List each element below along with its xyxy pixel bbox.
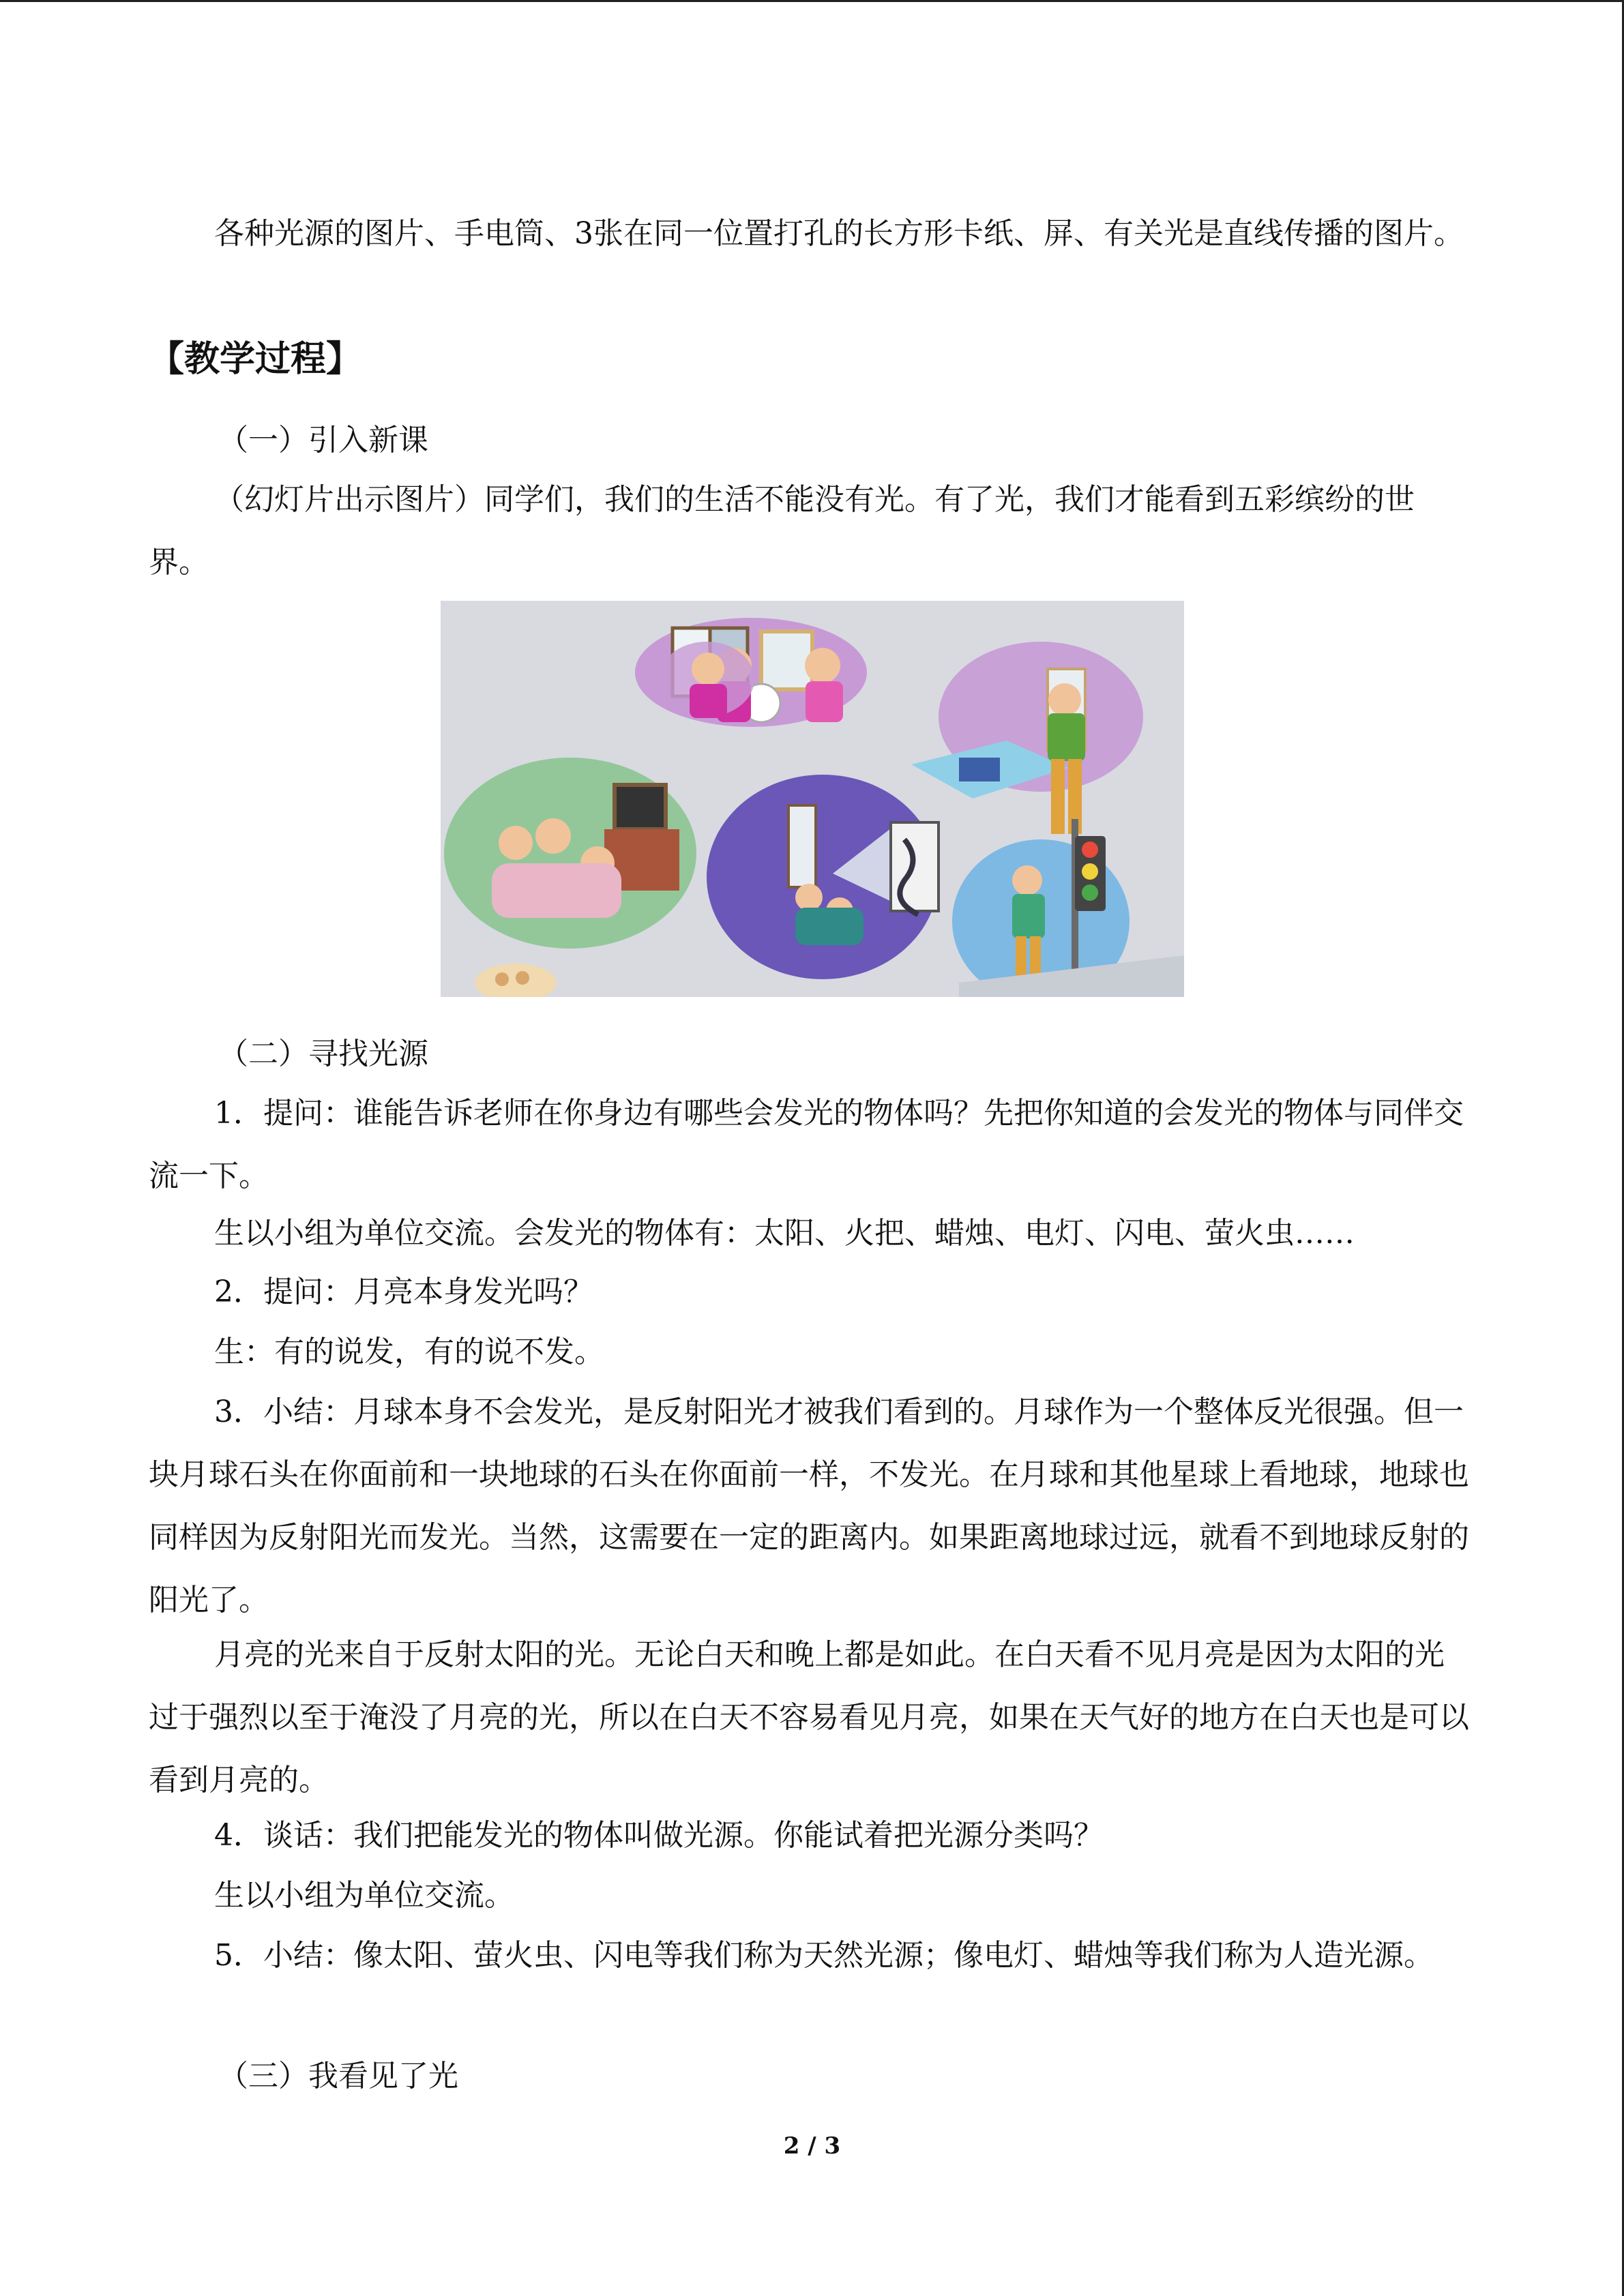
summary-5-paragraph: 5．小结：像太阳、萤火虫、闪电等我们称为天然光源；像电灯、蜡烛等我们称为人造光源。 [214, 1938, 1434, 1973]
page-number: 2 / 3 [783, 2132, 841, 2160]
teaching-process-heading: 【教学过程】 [149, 339, 362, 380]
students-discussion-paragraph: 生以小组为单位交流。会发光的物体有：太阳、火把、蜡烛、电灯、闪电、萤火虫…… [214, 1216, 1355, 1251]
section-3-title: （三）我看见了光 [218, 2059, 458, 2093]
section-1-paragraph: （幻灯片出示图片）同学们，我们的生活不能没有光。有了光，我们才能看到五彩缤纷的世界。 [149, 482, 1415, 580]
group-exchange-paragraph: 生以小组为单位交流。 [214, 1878, 514, 1913]
section-2-title: （二）寻找光源 [218, 1037, 428, 1071]
talk-4-paragraph: 4．谈话：我们把能发光的物体叫做光源。你能试着把光源分类吗？ [214, 1818, 1104, 1853]
question-2-paragraph: 2．提问：月亮本身发光吗？ [214, 1274, 593, 1309]
light-sources-illustration [441, 601, 1184, 997]
section-1-title: （一）引入新课 [218, 423, 428, 458]
students-answer-paragraph: 生：有的说发，有的说不发。 [214, 1335, 604, 1369]
materials-paragraph: 各种光源的图片、手电筒、3张在同一位置打孔的长方形卡纸、屏、有关光是直线传播的图片。 [214, 216, 1464, 251]
question-1-paragraph: 1．提问：谁能告诉老师在你身边有哪些会发光的物体吗？先把你知道的会发光的物体与同伴交流一下。 [149, 1096, 1464, 1193]
moonlight-paragraph: 月亮的光来自于反射太阳的光。无论白天和晚上都是如此。在白天看不见月亮是因为太阳的光过于强烈以至于淹没了月亮的光，所以在白天不容易看见月亮，如果在天气好的地方在白天也是可以看到月亮的。 [149, 1637, 1469, 1798]
illustration-drawing [441, 601, 1184, 997]
page-top-border [0, 0, 1624, 2]
summary-3-paragraph: 3．小结：月球本身不会发光，是反射阳光才被我们看到的。月球作为一个整体反光很强。但一块月球石头在你面前和一块地球的石头在你面前一样，不发光。在月球和其他星球上看地球，地球也同样因为反射阳光而发光。当然，这需要在一定的距离内。如果距离地球过远，就看不到地球反射的阳光了。 [149, 1395, 1469, 1617]
